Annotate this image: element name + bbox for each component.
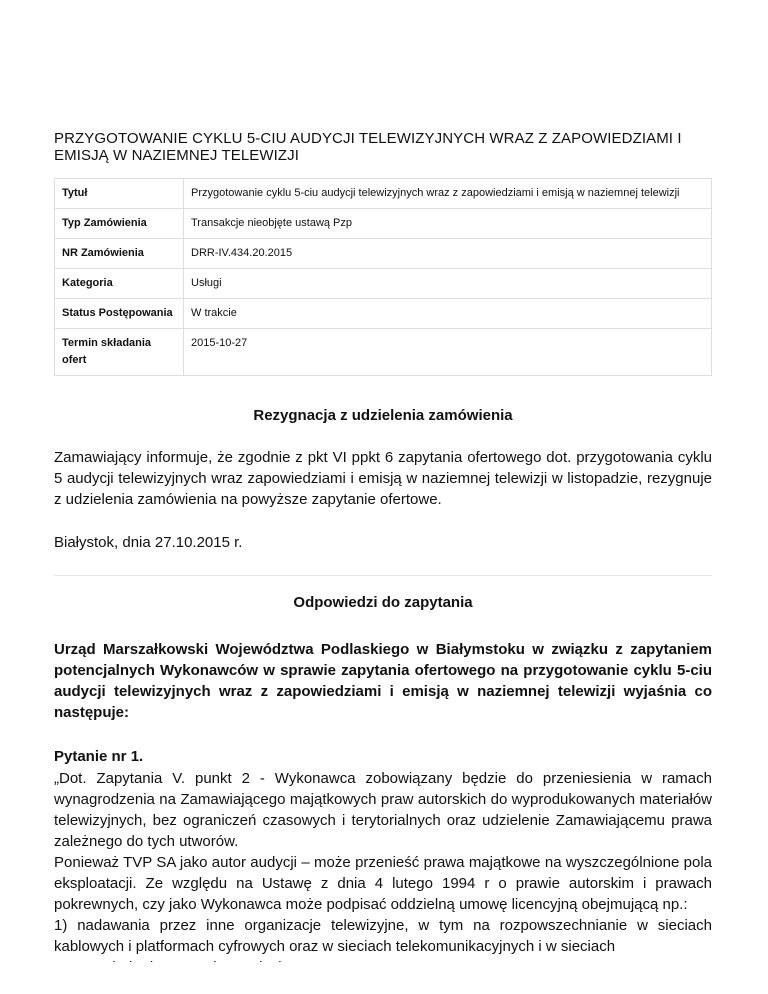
table-row: [55, 299, 712, 329]
document-page: [54, 130, 712, 978]
resignation-body: Zamawiający informuje, że zgodnie z pkt VI ppkt 6 zapytania ofertowego dot. przygotowania cyklu 5 audycji telewizyjnych wraz zapowiedziami i emisją w naziemnej telewizji w listopadzie, rezygnuje z udzielenia zamówienia na powyższe zapytanie ofertowe.: [54, 449, 712, 508]
question-paragraph: 1) nadawania przez inne organizacje telewizyjne, w tym na rozpowszechnianie w sieciach kablowych i platformach cyfrowych oraz w sieciach telekomunikacyjnych i w sieciach: [54, 917, 712, 955]
resignation-place-date: Białystok, dnia 27.10.2015 r.: [54, 534, 243, 551]
answers-intro: Urząd Marszałkowski Województwa Podlaskiego w Białymstoku w związku z zapytaniem potencjalnych Wykonawców w sprawie zapytania ofertowego na przygotowanie cyklu 5-ciu audycji telewizyjnych wraz z zapowiedziami i emisją w naziemnej telewizji wyjaśnia co następuje:: [54, 641, 712, 721]
row-label: Tytuł: [55, 179, 184, 209]
document-title: PRZYGOTOWANIE CYKLU 5-CIU AUDYCJI TELEWIZYJNYCH WRAZ Z ZAPOWIEDZIAMI I EMISJĄ W NAZIEMNEJ TELEWIZJI: [54, 130, 682, 164]
row-value: Transakcje nieobjęte ustawą Pzp: [184, 209, 712, 239]
table-row: [55, 269, 712, 299]
question-label: Pytanie nr 1.: [54, 748, 144, 765]
row-value: 2015-10-27: [184, 329, 712, 376]
table-row: [55, 329, 712, 376]
table-row: [55, 179, 712, 209]
resignation-heading: Rezygnacja z udzielenia zamówienia: [253, 407, 513, 424]
row-value: W trakcie: [184, 299, 712, 329]
table-row: [55, 209, 712, 239]
order-details-table: [54, 178, 712, 376]
row-value: Przygotowanie cyklu 5-ciu audycji telewizyjnych wraz z zapowiedziami i emisją w naziemnej telewizji: [184, 179, 712, 209]
row-label: NR Zamówienia: [55, 239, 184, 269]
section-divider: [54, 575, 712, 576]
question-paragraph: Ponieważ TVP SA jako autor audycji – może przenieść prawa majątkowe na wyszczególnione pola eksploatacji. Ze względu na Ustawę z dnia 4 lutego 1994 r o prawie autorskim i prawach pokrewnych, czy jako Wykonawca może podpisać oddzielną umowę licencyjną obejmującą np.:: [54, 854, 712, 913]
row-label: Kategoria: [55, 269, 184, 299]
row-label: Typ Zamówienia: [55, 209, 184, 239]
question-paragraph: „Dot. Zapytania V. punkt 2 - Wykonawca zobowiązany będzie do przeniesienia w ramach wynagrodzenia na Zamawiającego majątkowych praw autorskich do wyprodukowanych materiałów telewizyjnych, bez ograniczeń czasowych i terytorialnych oraz udzielenie Zamawiającemu prawa zależnego do tych utworów.: [54, 770, 712, 850]
row-value: Usługi: [184, 269, 712, 299]
answers-heading: Odpowiedzi do zapytania: [293, 594, 473, 611]
row-label: Termin składania ofert: [55, 329, 184, 376]
table-row: [55, 239, 712, 269]
row-label: Status Postępowania: [55, 299, 184, 329]
page-cutoff-mask: [0, 962, 768, 994]
row-value: DRR-IV.434.20.2015: [184, 239, 712, 269]
